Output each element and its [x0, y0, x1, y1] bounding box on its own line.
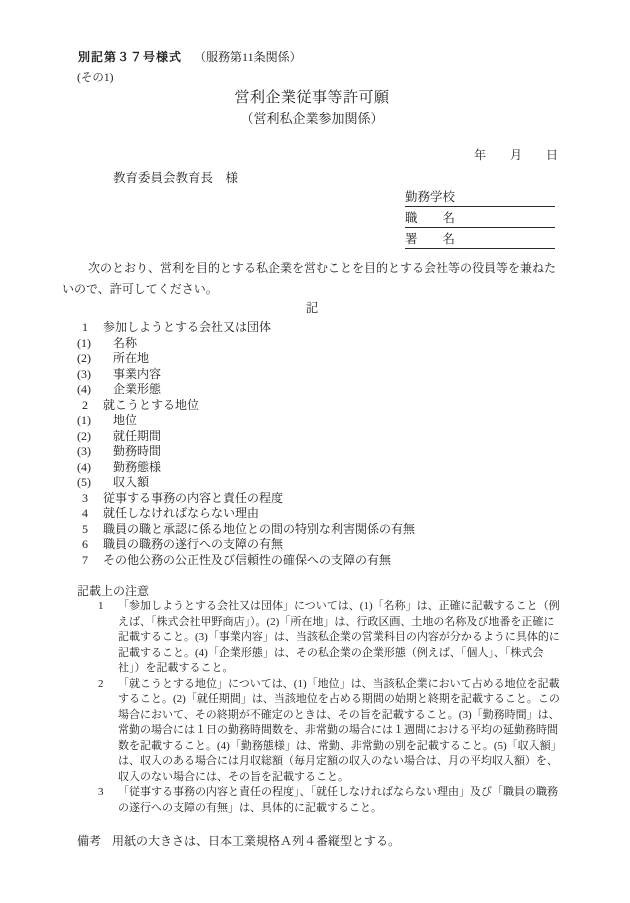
outline-item-number: 2	[82, 397, 88, 412]
note-number: 2	[98, 677, 104, 690]
outline-item-text: 職員の職務の遂行への支障の有無	[103, 537, 284, 551]
outline-item	[62, 398, 562, 414]
outline-item-number: 4	[82, 506, 88, 520]
note-item	[62, 599, 562, 677]
outline-item	[62, 553, 562, 569]
outline-item-text: 事業内容	[113, 366, 162, 381]
outline-item-number: 7	[82, 552, 88, 567]
outline-item-text: 就任期間	[113, 428, 162, 443]
outline-item	[62, 367, 562, 383]
outline-item-text: 収入額	[113, 475, 150, 489]
outline-list	[62, 320, 562, 568]
document-title: 営利企業従事等許可願	[234, 90, 390, 106]
date-line: 年 月 日	[473, 148, 558, 162]
note-text: 「参加しようとする会社又は団体」については、(1)「名称」は、正確に記載すること（例えば、「株式会社甲野商店」）。(2)「所在地」は、行政区画、土地の名称及び地番を正確に記載すること。(3)「事業内容」は、当該私企業の営業科目の内容が分かるように具体的に記載すること。(4)「企業形態」は、その私企業の企業形態（例えば、「個人」、「株式会社」）を記載すること。	[118, 600, 560, 674]
outline-item-text: 所在地	[113, 351, 150, 365]
outline-item-text: 就任しなければならない理由	[103, 506, 260, 520]
outline-item	[62, 320, 562, 336]
outline-item-number: 6	[82, 537, 88, 551]
addressee: 教育委員会教育長 様	[113, 171, 239, 185]
outline-item-text: 就こうとする地位	[103, 397, 200, 412]
outline-item-number: (3)	[77, 444, 91, 458]
outline-item-number: (2)	[77, 428, 91, 443]
remarks-line	[62, 834, 562, 849]
outline-item	[62, 351, 562, 367]
note-number: 1	[98, 600, 104, 612]
signature-block	[405, 186, 555, 249]
outline-item	[62, 475, 562, 491]
outline-item-number: (2)	[77, 351, 91, 365]
signature-row-name	[405, 228, 555, 249]
note-text: 「従事する事務の内容と責任の程度」、「就任しなければならない理由」及び「職員の職務の遂行への支障の有無」は、具体的に記載すること。	[118, 786, 558, 814]
signature-row-school	[405, 186, 555, 207]
outline-item-text: 地位	[113, 413, 138, 427]
remarks-label: 備考	[77, 834, 102, 848]
outline-item	[62, 460, 562, 476]
outline-item	[62, 522, 562, 538]
form-number: 別記第３７号様式	[78, 50, 183, 64]
outline-item	[62, 491, 562, 507]
form-reference: （服務第11条関係）	[194, 50, 302, 64]
outline-item-number: 1	[82, 320, 88, 334]
sheet-label: (その1)	[77, 72, 114, 84]
document-subtitle: （営利私企業参加関係）	[240, 111, 384, 126]
outline-item	[62, 444, 562, 460]
outline-item-number: 3	[82, 490, 88, 505]
remarks-text: 用紙の大きさは、日本工業規格Ａ列４番縦型とする。	[112, 834, 401, 848]
outline-item	[62, 382, 562, 398]
signature-label-name: 署 名	[405, 232, 456, 246]
outline-item-number: (1)	[77, 335, 91, 350]
record-mark: 記	[305, 301, 319, 315]
outline-item-number: (4)	[77, 459, 91, 474]
note-item	[62, 785, 562, 816]
outline-item-number: (5)	[77, 475, 91, 489]
outline-item-text: 名称	[113, 335, 138, 350]
outline-item-number: (3)	[77, 366, 91, 381]
outline-item	[62, 537, 562, 553]
notes-list	[62, 599, 562, 816]
note-item	[62, 677, 562, 786]
request-paragraph: 次のとおり、営利を目的とする私企業を営むことを目的とする会社等の役員等を兼ねたいので、許可してください。	[62, 261, 557, 296]
outline-item-text: 企業形態	[113, 382, 162, 396]
notes-heading: 記載上の注意	[77, 584, 150, 598]
outline-item-text: 参加しようとする会社又は団体	[103, 320, 272, 334]
signature-row-position	[405, 207, 555, 228]
outline-item-number: 5	[82, 521, 88, 536]
note-number: 3	[98, 786, 104, 798]
outline-item-number: (4)	[77, 382, 91, 396]
signature-label-school: 勤務学校	[405, 190, 456, 204]
outline-item-text: 勤務時間	[113, 444, 162, 458]
outline-item-text: 従事する事務の内容と責任の程度	[103, 490, 284, 505]
outline-item	[62, 413, 562, 429]
signature-label-position: 職 名	[405, 211, 456, 225]
outline-item-text: 職員の職と承認に係る地位との間の特別な利害関係の有無	[103, 521, 416, 536]
outline-item	[62, 336, 562, 352]
outline-item-text: その他公務の公正性及び信頼性の確保への支障の有無	[103, 552, 392, 567]
outline-item-number: (1)	[77, 413, 91, 427]
outline-item	[62, 429, 562, 445]
note-text: 「就こうとする地位」については、(1)「地位」は、当該私企業において占める地位を記載すること。(2)「就任期間」は、当該地位を占める期間の始期と終期を記載すること。この場合において、その終期が不確定のときは、その旨を記載すること。(3)「勤務時間」は、常勤の場合には１日の勤務時間数を、非常勤の場合には１週間における平均の延勤務時間数を記載すること。(4)「勤務態様」は、常勤、非常勤の別を記載すること。(5)「収入額」は、収入のある場合には月収総額（毎月定額の収入のない場合は、月の平均収入額）を、収入のない場合には、その旨を記載すること。	[118, 677, 562, 783]
outline-item-text: 勤務態様	[113, 459, 162, 474]
outline-item	[62, 506, 562, 522]
form-meta-line	[62, 50, 562, 65]
